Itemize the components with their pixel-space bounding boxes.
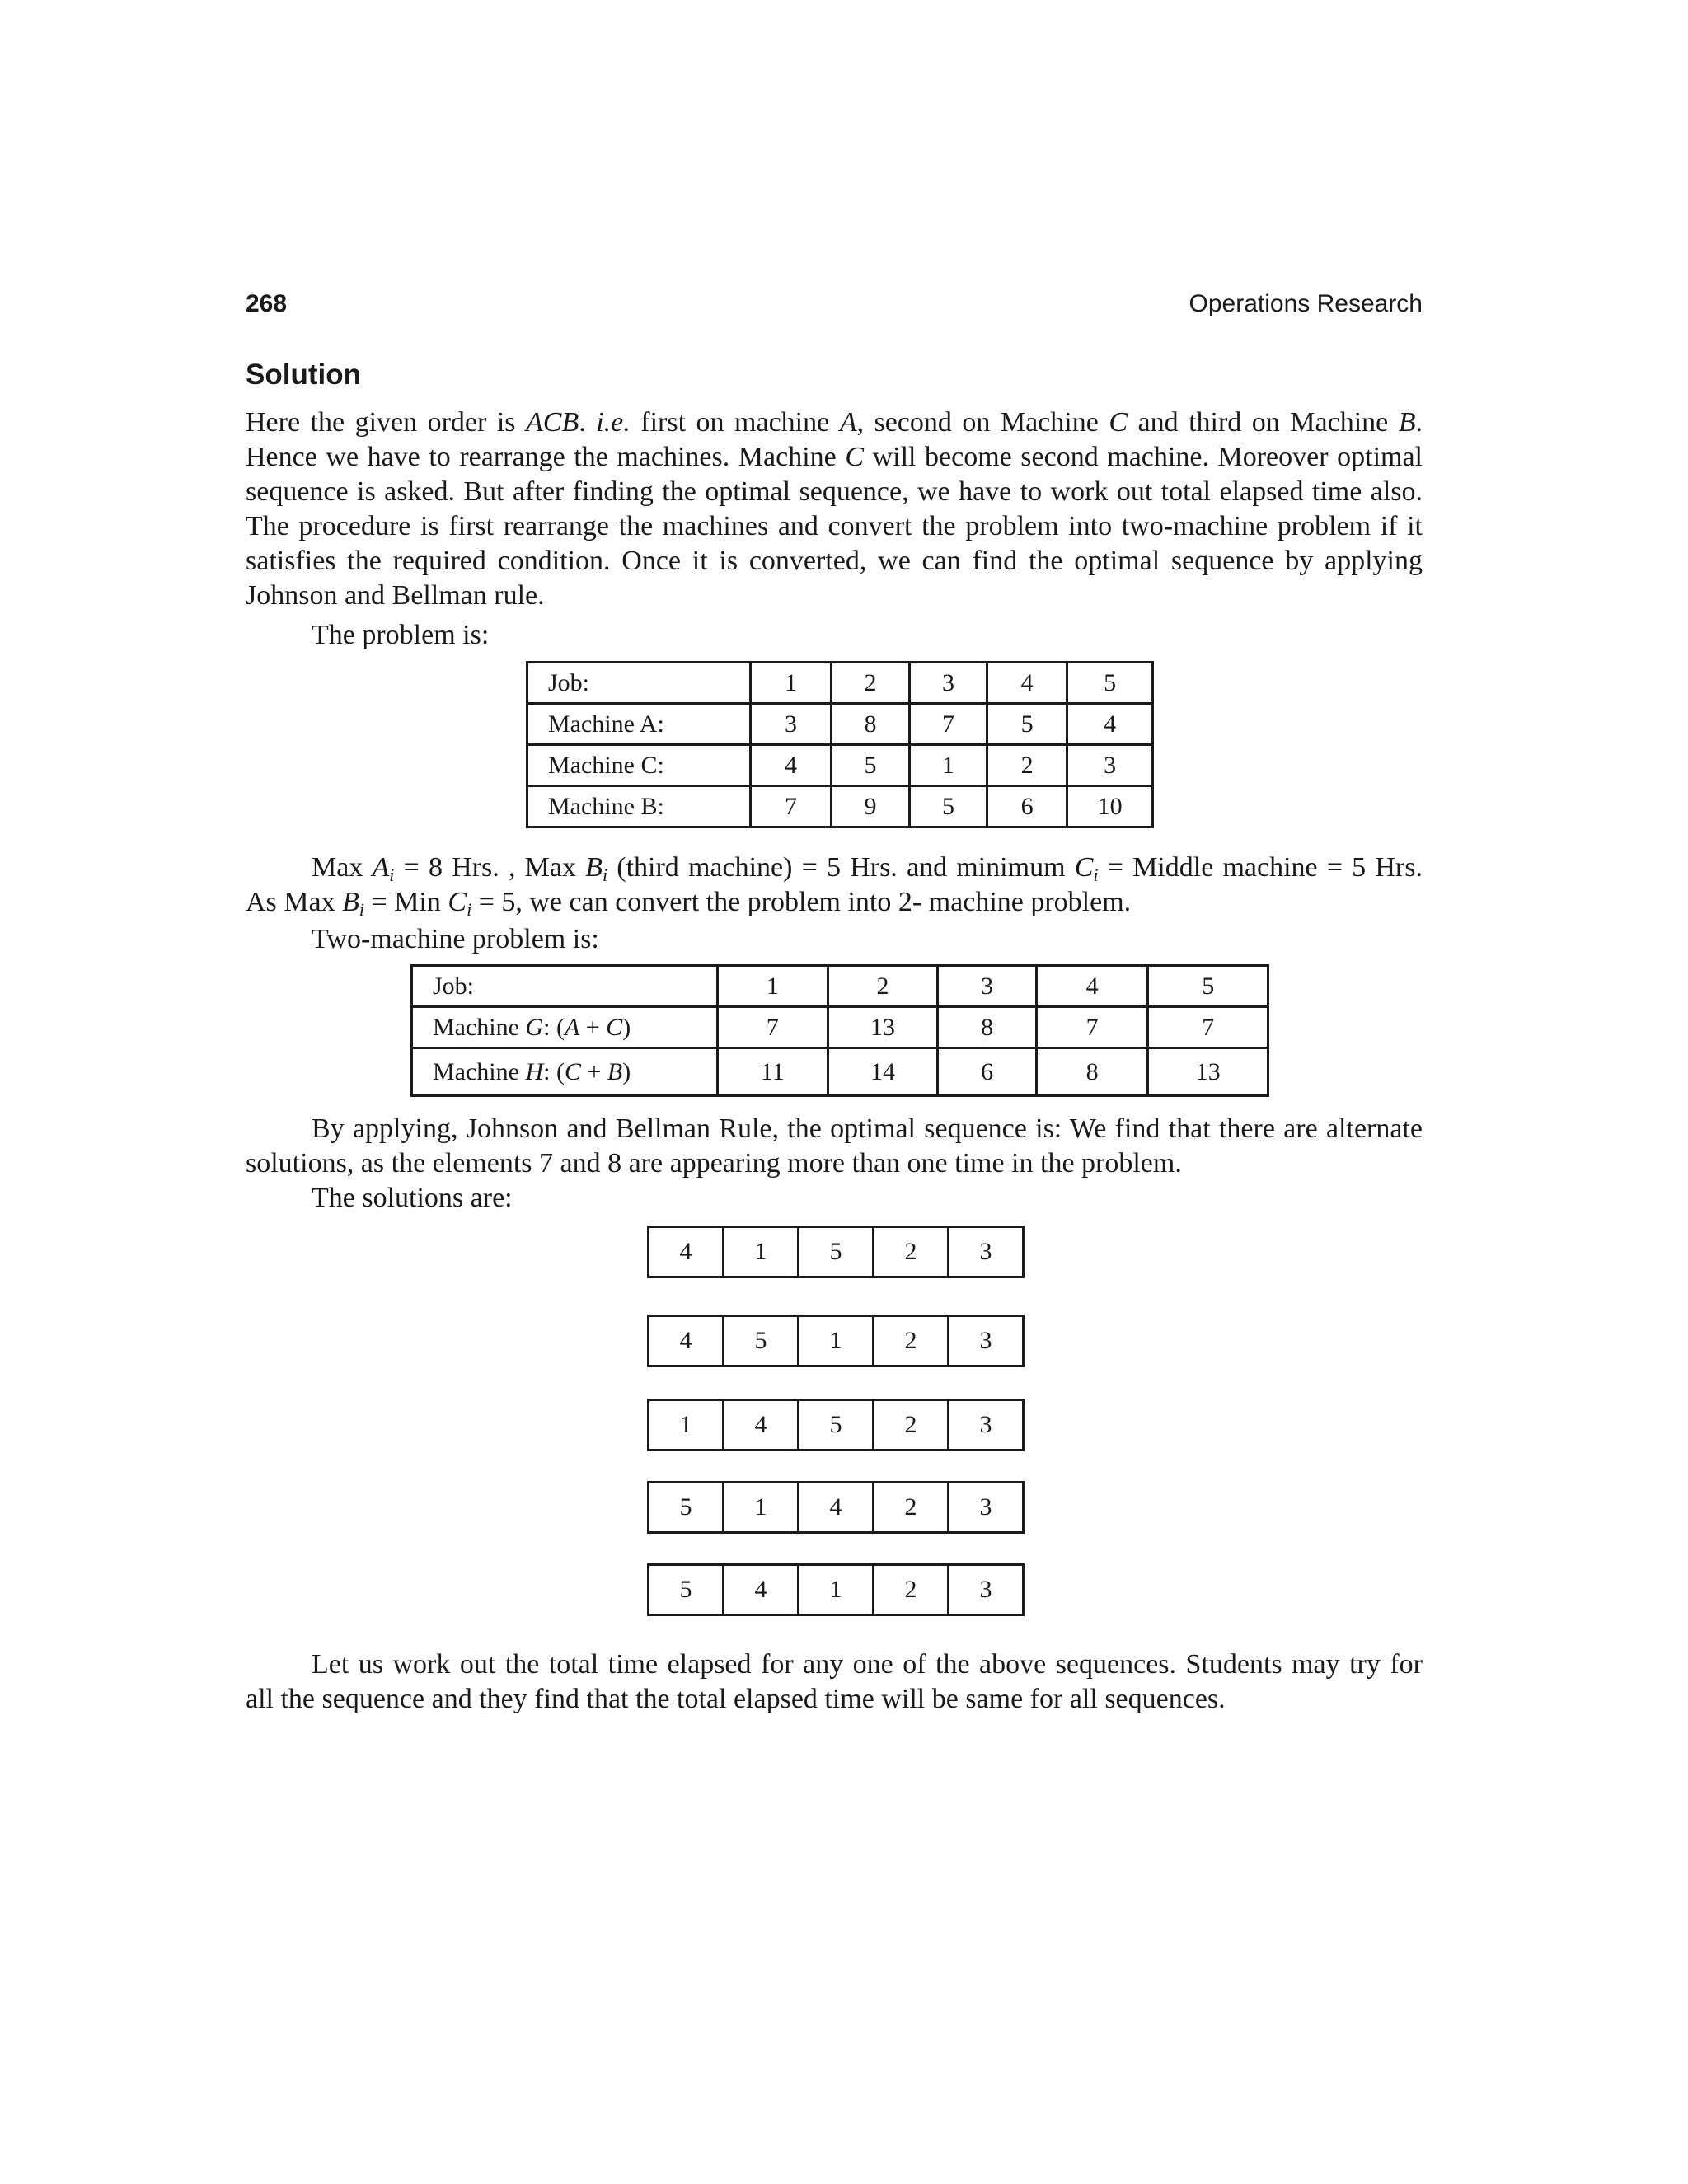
sequence-cell: 1 (797, 1317, 872, 1365)
row-label: Machine A: (528, 704, 751, 745)
intro-line-5: satisfies the required condition. Once it is converted, we can find the optimal sequence by applying (246, 546, 1423, 576)
sequence-cell: 4 (722, 1566, 797, 1614)
sequence-cell: 5 (797, 1401, 872, 1449)
problem-intro-text: The problem is: (312, 620, 490, 650)
johnson-paragraph (246, 1112, 1423, 1181)
sequence-2 (647, 1315, 1025, 1367)
table-cell: 4 (751, 745, 832, 786)
table-row (412, 1007, 1268, 1048)
two-machine-table (410, 964, 1269, 1097)
table-cell: 7 (1148, 1007, 1268, 1048)
intro-line-3: sequence is asked. But after finding the optimal sequence, we have to work out total elapsed time also. (246, 476, 1423, 507)
sequence-cell: 1 (722, 1483, 797, 1531)
sequence-cell: 5 (679, 1576, 692, 1603)
table-cell: 3 (751, 704, 832, 745)
sequence-cell: 4 (679, 1238, 692, 1265)
two-machine-intro (246, 922, 1489, 957)
table-cell: 5 (910, 786, 987, 827)
closing-line-1: Let us work out the total time elapsed for any one of the above sequences. Students may try for (312, 1649, 1423, 1680)
table-cell: 3 (1067, 745, 1153, 786)
table-row (528, 786, 1153, 827)
table-cell: 8 (831, 704, 910, 745)
row-label: Machine B: (528, 786, 751, 827)
table-cell: 3 (910, 663, 987, 704)
condition-paragraph (246, 851, 1423, 920)
table-cell: 10 (1067, 786, 1153, 827)
sequence-cell: 4 (797, 1483, 872, 1531)
solutions-intro-text: The solutions are: (312, 1183, 513, 1213)
johnson-line-2: solutions, as the elements 7 and 8 are appearing more than one time in the problem. (246, 1148, 1182, 1179)
running-title: Operations Research (1189, 290, 1423, 317)
solutions-intro (246, 1181, 1489, 1216)
row-label: Machine H: (C + B) (412, 1048, 718, 1096)
table-cell: 8 (1036, 1048, 1148, 1096)
section-heading: Solution (246, 359, 361, 391)
sequence-cell: 2 (872, 1317, 947, 1365)
johnson-line-1: By applying, Johnson and Bellman Rule, the optimal sequence is: We find that there are alternate (312, 1113, 1423, 1144)
sequence-cell: 1 (679, 1411, 692, 1438)
table-cell: 11 (718, 1048, 828, 1096)
table-cell: 1 (910, 745, 987, 786)
sequence-1 (647, 1226, 1025, 1278)
sequence-cell: 4 (722, 1401, 797, 1449)
page-header (246, 290, 1423, 326)
sequence-cell: 1 (722, 1228, 797, 1276)
sequence-cell: 5 (679, 1493, 692, 1521)
table-cell: 7 (751, 786, 832, 827)
sequence-cell: 1 (797, 1566, 872, 1614)
table-cell: 7 (910, 704, 987, 745)
table-cell: 6 (987, 786, 1067, 827)
row-label: Machine G: (A + C) (412, 1007, 718, 1048)
sequence-cell: 2 (872, 1483, 947, 1531)
table-cell: 7 (718, 1007, 828, 1048)
table-row (412, 966, 1268, 1007)
sequence-cell: 4 (679, 1327, 692, 1354)
intro-paragraph (246, 405, 1423, 613)
sequence-cell: 3 (947, 1483, 1022, 1531)
sequence-cell: 2 (872, 1401, 947, 1449)
closing-paragraph (246, 1647, 1423, 1717)
row-label: Job: (528, 663, 751, 704)
sequence-5 (647, 1563, 1025, 1616)
intro-line-1: Here the given order is ACB. i.e. first on machine A, second on Machine C and third on Machine B. (246, 407, 1423, 438)
problem-intro (246, 618, 1489, 653)
page-number: 268 (246, 290, 288, 317)
row-label: Machine C: (528, 745, 751, 786)
table-cell: 9 (831, 786, 910, 827)
two-machine-intro-text: Two-machine problem is: (312, 924, 599, 954)
intro-line-4: The procedure is first rearrange the machines and convert the problem into two-machine problem if it (246, 511, 1423, 541)
row-label: Job: (412, 966, 718, 1007)
table-cell: 5 (1148, 966, 1268, 1007)
sequence-cell: 5 (722, 1317, 797, 1365)
table-row (528, 663, 1153, 704)
table-cell: 2 (828, 966, 938, 1007)
table-cell: 5 (831, 745, 910, 786)
table-cell: 6 (938, 1048, 1037, 1096)
sequence-cell: 3 (947, 1317, 1022, 1365)
table-row (528, 745, 1153, 786)
sequence-cell: 3 (947, 1228, 1022, 1276)
condition-line-1: Max $A_i = 8$ Hrs. , Max $B_i$ (third machine) = 5 Hrs. and minimum $C_i$ = Middle machine = 5 Hrs. (312, 852, 1423, 885)
table-cell: 4 (1067, 704, 1153, 745)
table-cell: 7 (1036, 1007, 1148, 1048)
table-cell: 14 (828, 1048, 938, 1096)
closing-line-2: all the sequence and they find that the total elapsed time will be same for all sequences. (246, 1684, 1226, 1714)
table-cell: 3 (938, 966, 1037, 1007)
table-cell: 13 (1148, 1048, 1268, 1096)
sequence-cell: 5 (797, 1228, 872, 1276)
sequence-cell: 2 (872, 1566, 947, 1614)
table-cell: 5 (1067, 663, 1153, 704)
table-cell: 5 (987, 704, 1067, 745)
table-cell: 8 (938, 1007, 1037, 1048)
sequence-3 (647, 1399, 1025, 1451)
condition-line-2: As Max $B_i$ = Min $C_i = 5$, we can convert the problem into 2- machine problem. (246, 887, 1132, 920)
sequence-cell: 3 (947, 1401, 1022, 1449)
table-cell: 4 (987, 663, 1067, 704)
intro-line-6: Johnson and Bellman rule. (246, 580, 545, 611)
table-cell: 13 (828, 1007, 938, 1048)
table-row (412, 1048, 1268, 1096)
table-row (528, 704, 1153, 745)
table-cell: 2 (987, 745, 1067, 786)
table-cell: 4 (1036, 966, 1148, 1007)
problem-table (526, 661, 1154, 828)
sequence-cell: 3 (947, 1566, 1022, 1614)
table-cell: 1 (751, 663, 832, 704)
sequence-4 (647, 1481, 1025, 1534)
sequence-cell: 2 (872, 1228, 947, 1276)
intro-line-2: Hence we have to rearrange the machines. Machine C will become second machine. Moreover optimal (246, 442, 1423, 472)
table-cell: 2 (831, 663, 910, 704)
table-cell: 1 (718, 966, 828, 1007)
